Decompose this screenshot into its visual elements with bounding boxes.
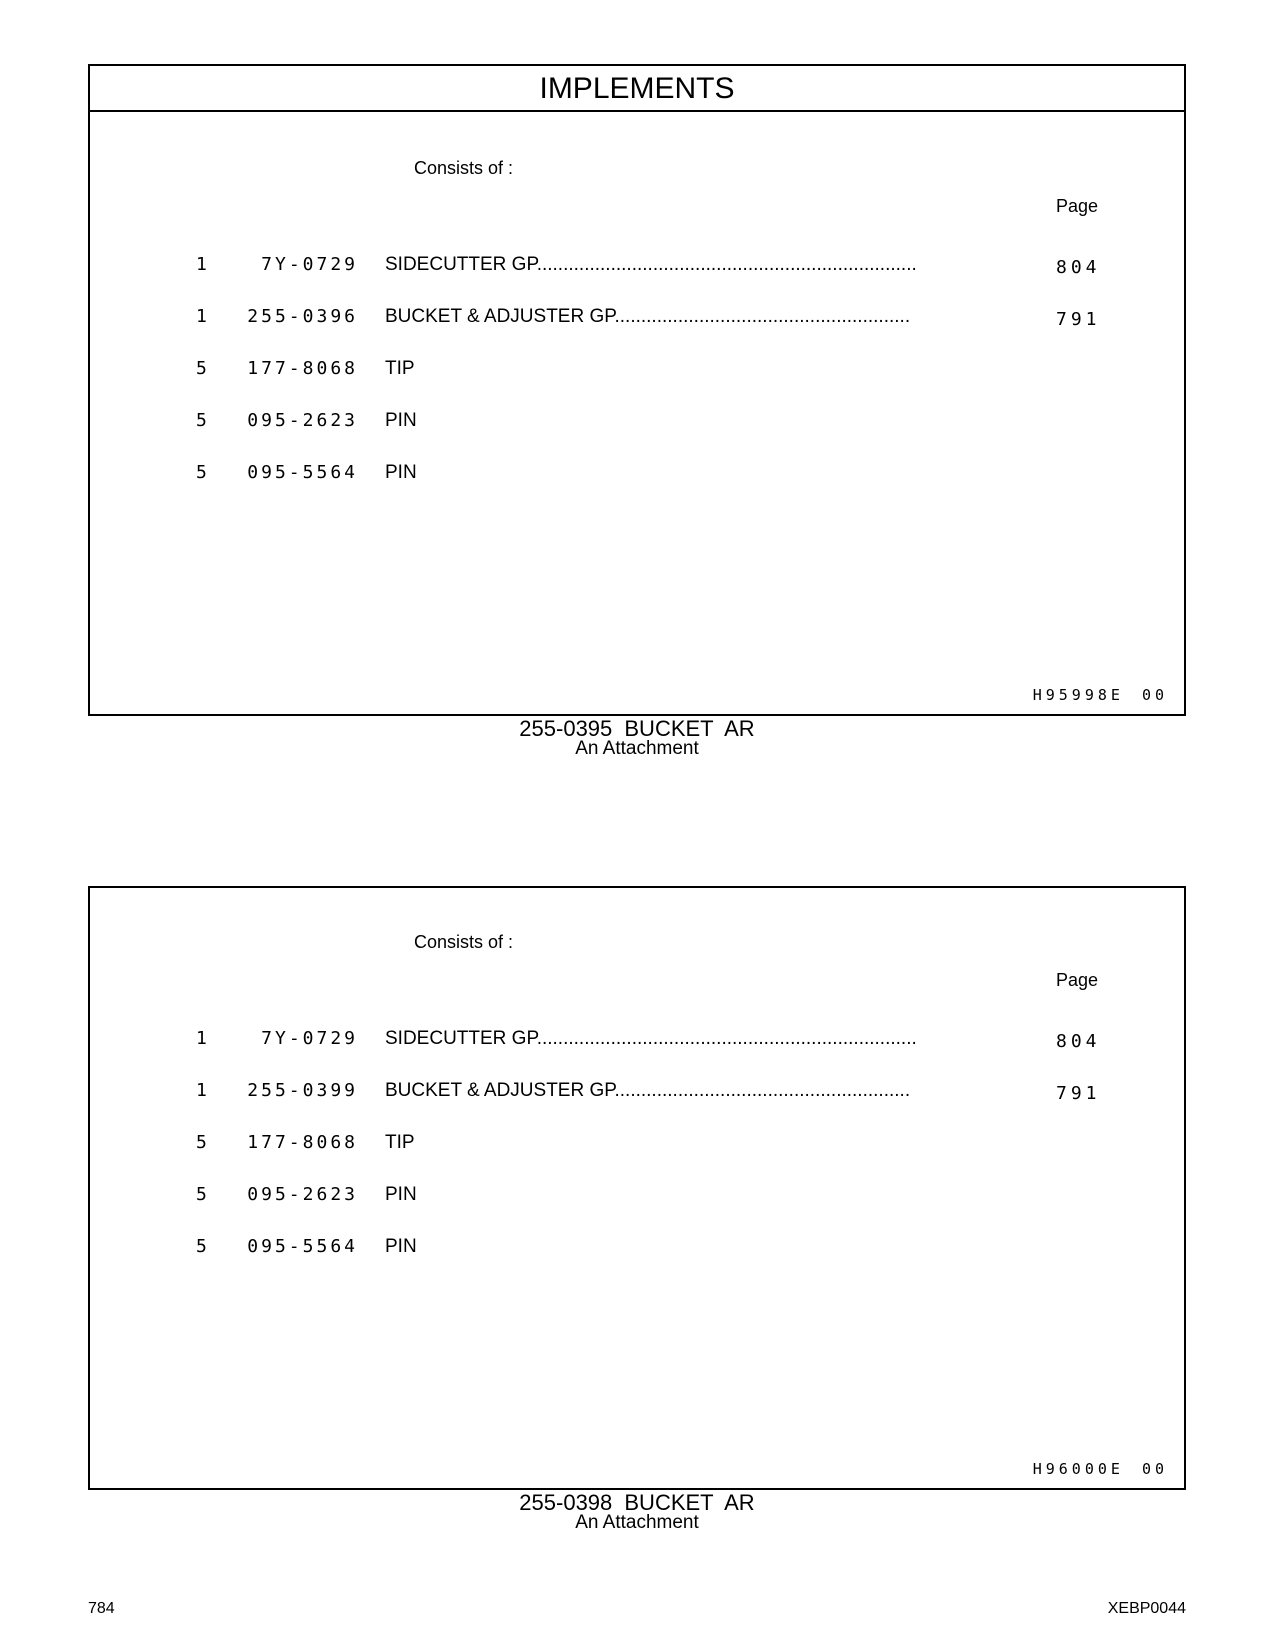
attachment-caption-1 — [88, 718, 1186, 758]
page-reference: 791 — [1056, 1083, 1101, 1104]
consists-of-label: Consists of : — [414, 158, 514, 178]
part-description: BUCKET & ADJUSTER GP........................................................ — [385, 306, 911, 327]
part-row — [90, 461, 1184, 513]
part-number: 7Y-0729 — [261, 1028, 358, 1049]
part-quantity: 5 — [196, 1132, 207, 1153]
part-quantity: 5 — [196, 1184, 207, 1205]
part-description: SIDECUTTER GP........................................................................ — [385, 1028, 917, 1049]
part-number: 095-5564 — [247, 462, 358, 483]
part-quantity: 5 — [196, 1236, 207, 1257]
page-column-header: Page — [1056, 970, 1099, 990]
part-quantity: 5 — [196, 462, 207, 483]
page-reference: 804 — [1056, 1031, 1101, 1052]
part-description: TIP — [385, 1132, 415, 1153]
part-number: 255-0396 — [247, 306, 358, 327]
part-row — [90, 1131, 1184, 1183]
dot-leader: ........................................................................ — [536, 254, 917, 275]
part-row — [90, 1079, 1184, 1131]
part-row — [90, 1235, 1184, 1287]
caption-title: 255-0398 BUCKET AR — [519, 1490, 755, 1515]
part-description: PIN — [385, 1236, 417, 1257]
section-title: IMPLEMENTS — [90, 66, 1184, 112]
parts-panel-2 — [88, 886, 1186, 1490]
page-reference: 791 — [1056, 309, 1101, 330]
illustration-code: H95998E 00 — [1032, 686, 1168, 704]
part-quantity: 1 — [196, 1080, 207, 1101]
part-row — [90, 409, 1184, 461]
part-row — [90, 305, 1184, 357]
page-column-header: Page — [1056, 196, 1099, 216]
dot-leader: ........................................................ — [614, 306, 911, 327]
part-description: SIDECUTTER GP........................................................................ — [385, 254, 917, 275]
parts-list — [90, 1027, 1184, 1287]
part-quantity: 1 — [196, 306, 207, 327]
caption-subtitle: An Attachment — [575, 738, 699, 759]
part-row — [90, 1027, 1184, 1079]
revision-code: 00 — [1141, 686, 1168, 704]
part-number: 095-2623 — [247, 1184, 358, 1205]
part-row — [90, 1183, 1184, 1235]
dot-leader: ........................................................ — [614, 1080, 911, 1101]
part-description: PIN — [385, 1184, 417, 1205]
part-row — [90, 253, 1184, 305]
part-number: 177-8068 — [247, 1132, 358, 1153]
part-number: 255-0399 — [247, 1080, 358, 1101]
caption-title: 255-0395 BUCKET AR — [519, 716, 755, 741]
part-number: 177-8068 — [247, 358, 358, 379]
revision-code: 00 — [1141, 1460, 1168, 1478]
part-quantity: 5 — [196, 358, 207, 379]
part-description: PIN — [385, 410, 417, 431]
page-reference: 804 — [1056, 257, 1101, 278]
dot-leader: ........................................................................ — [536, 1028, 917, 1049]
part-quantity: 1 — [196, 1028, 207, 1049]
illustration-code: H96000E 00 — [1032, 1460, 1168, 1478]
part-description: PIN — [385, 462, 417, 483]
part-quantity: 5 — [196, 410, 207, 431]
part-description: BUCKET & ADJUSTER GP........................................................ — [385, 1080, 911, 1101]
part-row — [90, 357, 1184, 409]
consists-of-label: Consists of : — [414, 932, 514, 952]
footer-page-number: 784 — [88, 1600, 115, 1617]
parts-panel-1 — [88, 64, 1186, 716]
part-number: 095-2623 — [247, 410, 358, 431]
part-description: TIP — [385, 358, 415, 379]
part-quantity: 1 — [196, 254, 207, 275]
caption-subtitle: An Attachment — [575, 1512, 699, 1533]
attachment-caption-2 — [88, 1492, 1186, 1532]
footer-document-code: XEBP0044 — [1107, 1600, 1186, 1617]
parts-list — [90, 253, 1184, 513]
part-number: 7Y-0729 — [261, 254, 358, 275]
part-number: 095-5564 — [247, 1236, 358, 1257]
